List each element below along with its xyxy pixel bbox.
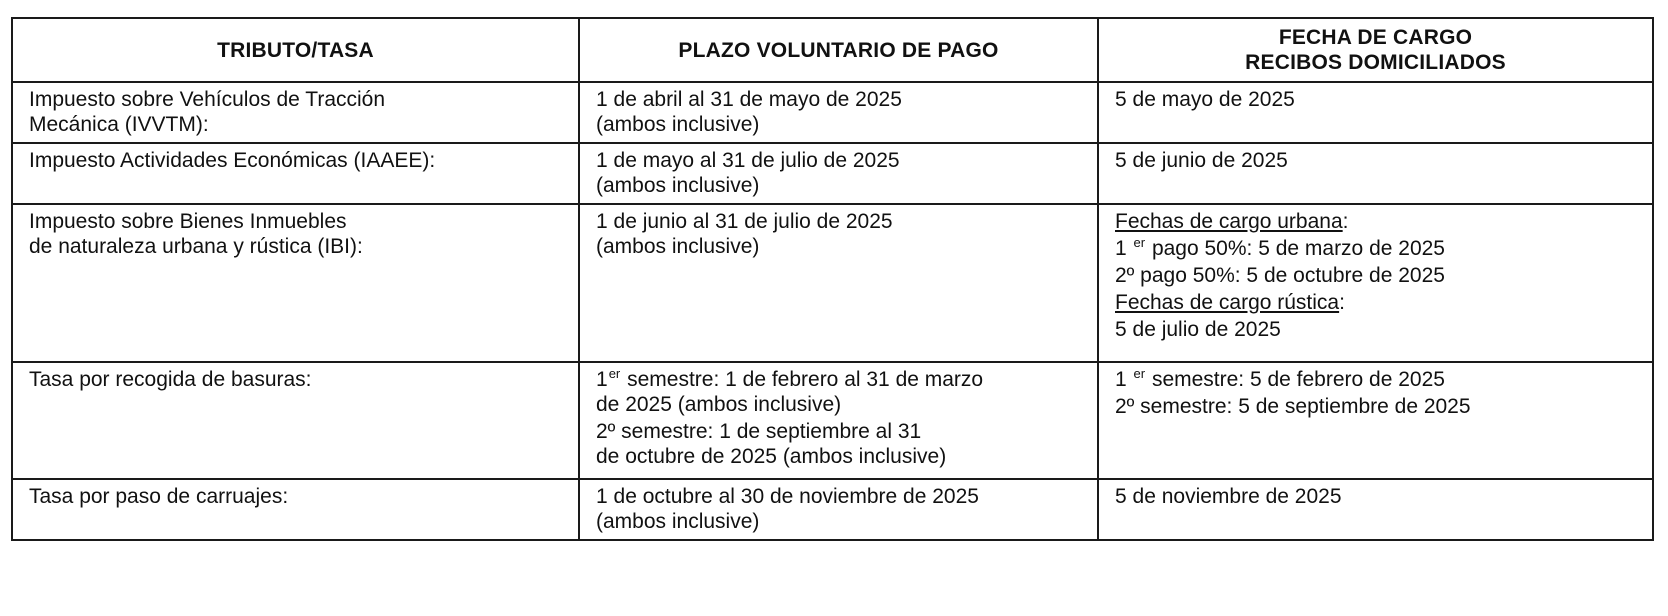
table-row [12, 204, 1653, 362]
header-fecha-cargo [1098, 18, 1653, 82]
tax-calendar-table [11, 17, 1654, 541]
cell-tributo: Impuesto sobre Bienes Inmuebles de naturaleza urbana y rústica (IBI): [12, 204, 579, 362]
header-fecha-cargo-line2: RECIBOS DOMICILIADOS [1245, 51, 1506, 74]
cell-tributo: Impuesto Actividades Económicas (IAAEE): [12, 143, 579, 204]
cargo-rustica-date: 5 de julio de 2025 [1115, 318, 1281, 341]
table-row [12, 143, 1653, 204]
cell-fecha-cargo: 5 de mayo de 2025 [1098, 82, 1653, 143]
cell-tributo: Tasa por recogida de basuras: [12, 362, 579, 479]
header-tributo: TRIBUTO/TASA [12, 18, 579, 82]
table-row [12, 479, 1653, 540]
cell-plazo: 1er semestre: 1 de febrero al 31 de marzo de 2025 (ambos inclusive) 2º semestre: 1 de septiembre al 31 de octubre de 2025 (ambos inclusive) [579, 362, 1098, 479]
cargo-urbana-second: 2º pago 50%: 5 de octubre de 2025 [1115, 264, 1445, 287]
cell-fecha-cargo [1098, 362, 1653, 479]
cargo-rustica-heading: Fechas de cargo rústica: [1115, 291, 1345, 314]
cargo-semestre-2: 2º semestre: 5 de septiembre de 2025 [1115, 395, 1471, 418]
header-plazo: PLAZO VOLUNTARIO DE PAGO [579, 18, 1098, 82]
cell-fecha-cargo [1098, 204, 1653, 362]
table-row [12, 362, 1653, 479]
plazo-semestre-2: 2º semestre: 1 de septiembre al 31 [596, 420, 922, 443]
table-row [12, 82, 1653, 143]
cell-fecha-cargo: 5 de junio de 2025 [1098, 143, 1653, 204]
cargo-semestre-1: 1 $^{er}$ semestre: 5 de febrero de 2025 [1115, 366, 1445, 391]
plazo-semestre-1: 1er semestre: 1 de febrero al 31 de marzo [596, 366, 984, 391]
cell-tributo: Tasa por paso de carruajes: [12, 479, 579, 540]
table-header-row [12, 18, 1653, 82]
cell-plazo: 1 de mayo al 31 de julio de 2025 (ambos inclusive) [579, 143, 1098, 204]
cargo-urbana-first: 1 $^{er}$ pago 50%: 5 de marzo de 2025 [1115, 235, 1445, 260]
cell-tributo: Impuesto sobre Vehículos de Tracción Mecánica (IVVTM): [12, 82, 579, 143]
cargo-urbana-heading: Fechas de cargo urbana: [1115, 210, 1349, 233]
cell-plazo: 1 de abril al 31 de mayo de 2025 (ambos inclusive) [579, 82, 1098, 143]
cell-plazo: 1 de octubre al 30 de noviembre de 2025 (ambos inclusive) [579, 479, 1098, 540]
header-fecha-cargo-line1: FECHA DE CARGO [1278, 26, 1473, 49]
cell-fecha-cargo: 5 de noviembre de 2025 [1098, 479, 1653, 540]
cell-plazo: 1 de junio al 31 de julio de 2025 (ambos inclusive) [579, 204, 1098, 362]
